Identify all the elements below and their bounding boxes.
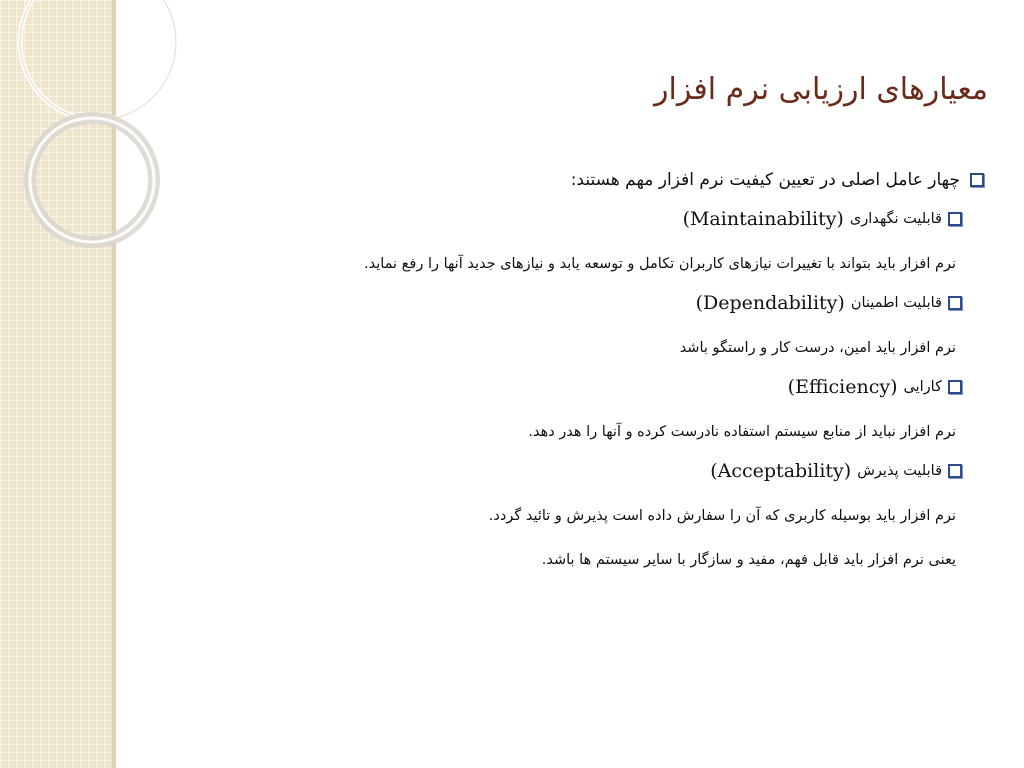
square-bullet-icon	[970, 173, 984, 187]
slide-title: معیارهای ارزیابی نرم افزار	[654, 72, 988, 107]
criterion-english-label: (Acceptability)	[710, 460, 852, 482]
criterion-description: نرم افزار نباید از منابع سیستم استفاده نادرست کرده و آنها را هدر دهد.	[528, 424, 956, 440]
intro-text: چهار عامل اصلی در تعیین کیفیت نرم افزار مهم هستند:	[570, 170, 960, 190]
criterion-description: نرم افزار باید بوسیله کاربری که آن را سفارش داده است پذیرش و تائید گردد.	[488, 508, 956, 524]
criterion-dependability	[164, 292, 962, 314]
criterion-description: نرم افزار باید بتواند با تغییرات نیازهای کاربران تکامل و توسعه یابد و نیازهای جدید آنها را رفع نماید.	[363, 256, 956, 272]
slide-content	[164, 170, 984, 588]
criterion-description: نرم افزار باید امین، درست کار و راستگو باشد	[679, 340, 956, 356]
criterion-description: یعنی نرم افزار باید قابل فهم، مفید و سازگار با سایر سیستم ها باشد.	[541, 552, 956, 568]
criterion-label: قابلیت اطمینان	[850, 295, 942, 311]
criterion-efficiency	[164, 376, 962, 398]
square-bullet-icon	[948, 296, 962, 310]
intro-item	[164, 170, 984, 190]
criterion-label: قابلیت نگهداری	[849, 211, 942, 227]
criterion-english-label: (Dependability)	[695, 292, 845, 314]
criterion-label: قابلیت پذیرش	[857, 463, 942, 479]
square-bullet-icon	[948, 464, 962, 478]
square-bullet-icon	[948, 212, 962, 226]
criterion-acceptability	[164, 460, 962, 482]
criterion-english-label: (Maintainability)	[682, 208, 844, 230]
criterion-label: کارایی	[903, 379, 942, 395]
criterion-maintainability	[164, 208, 962, 230]
criterion-english-label: (Efficiency)	[787, 376, 898, 398]
square-bullet-icon	[948, 380, 962, 394]
